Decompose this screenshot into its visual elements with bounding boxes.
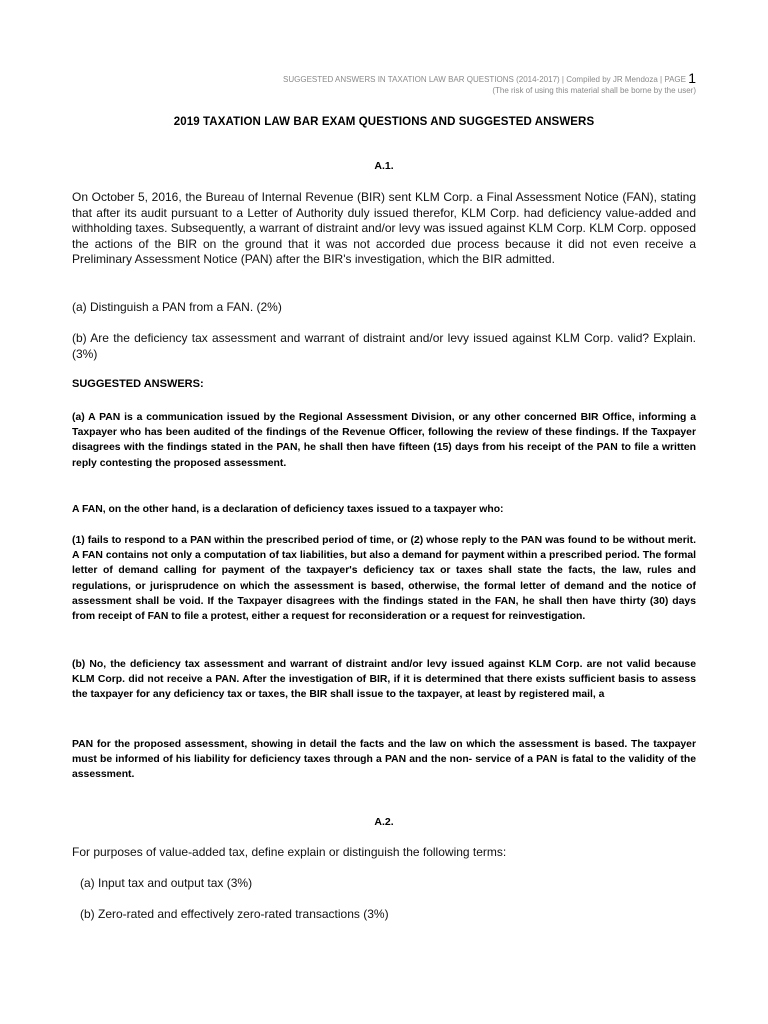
question-a1-sub-a: (a) Distinguish a PAN from a FAN. (2%) xyxy=(72,300,282,314)
answer-a1-fan: A FAN, on the other hand, is a declaration of deficiency taxes issued to a taxpayer who: xyxy=(72,504,504,515)
page-title: 2019 TAXATION LAW BAR EXAM QUESTIONS AND SUGGESTED ANSWERS xyxy=(173,116,595,128)
header-disclaimer: (The risk of using this material shall be borne by the user) xyxy=(492,86,696,95)
question-a2-text: For purposes of value-added tax, define explain or distinguish the following terms: xyxy=(72,845,507,859)
answer-a1-b-continued: PAN for the proposed assessment, showing in detail the facts and the law on which the assessment is based. The taxpayer must be informed of his liability for deficiency taxes through a PAN and the non- service of a PAN is fatal to the validity of the assessment. xyxy=(72,739,696,781)
answer-a1-b: (b) No, the deficiency tax assessment and warrant of distraint and/or levy issued against KLM Corp. are not valid because KLM Corp. did not receive a PAN. After the investigation of BIR, if it is determined that there exists sufficient basis to assess the taxpayer for any deficiency tax or taxes, the BIR shall issue to the taxpayer, at least by registered mail, a xyxy=(72,659,696,701)
question-heading-a1: A.1. xyxy=(374,160,394,172)
question-a1-text: On October 5, 2016, the Bureau of Internal Revenue (BIR) sent KLM Corp. a Final Assessment Notice (FAN), stating that after its audit pursuant to a Letter of Authority duly issued therefor, KLM Corp. had deficiency value-added and withholding taxes. Subsequently, a warrant of distraint and/or levy was issued against KLM Corp. KLM Corp. opposed the actions of the BIR on the ground that it was not accorded due process because it did not even receive a Preliminary Assessment Notice (PAN) after the BIR's investigation, which the BIR admitted. xyxy=(72,190,696,266)
page-number: 1 xyxy=(688,70,696,86)
answer-a1-a: (a) A PAN is a communication issued by the Regional Assessment Division, or any other concerned BIR Office, informing a Taxpayer who has been audited of the findings of the Revenue Officer, following the review of these findings. If the Taxpayer disagrees with the findings stated in the PAN, he shall then have fifteen (15) days from his receipt of the PAN to file a written reply contesting the proposed assessment. xyxy=(72,412,696,469)
question-a2-sub-a: (a) Input tax and output tax (3%) xyxy=(80,876,253,890)
suggested-answers-label: SUGGESTED ANSWERS: xyxy=(72,378,204,390)
header-text: SUGGESTED ANSWERS IN TAXATION LAW BAR QUESTIONS (2014-2017) | Compiled by JR Mendoza | PAGE xyxy=(283,75,686,84)
question-heading-a2: A.2. xyxy=(374,816,394,828)
running-header xyxy=(283,70,696,86)
answer-a1-fan-detail: (1) fails to respond to a PAN within the prescribed period of time, or (2) whose reply to the PAN was found to be without merit. A FAN contains not only a computation of tax liabilities, but also a demand for payment within a prescribed period. The formal letter of demand calling for payment of the taxpayer's deficiency tax or taxes shall state the facts, the law, rules and regulations, or jurisprudence on which the assessment is based, otherwise, the formal letter of demand and the notice of assessment shall be void. If the Taxpayer disagrees with the findings stated in the FAN, he shall then have thirty (30) days from receipt of FAN to file a protest, either a request for reconsideration or a request for reinvestigation. xyxy=(72,535,696,623)
question-a2-sub-b: (b) Zero-rated and effectively zero-rated transactions (3%) xyxy=(80,907,389,921)
question-a1-sub-b: (b) Are the deficiency tax assessment and warrant of distraint and/or levy issued against KLM Corp. valid? Explain. (3%) xyxy=(72,331,696,361)
